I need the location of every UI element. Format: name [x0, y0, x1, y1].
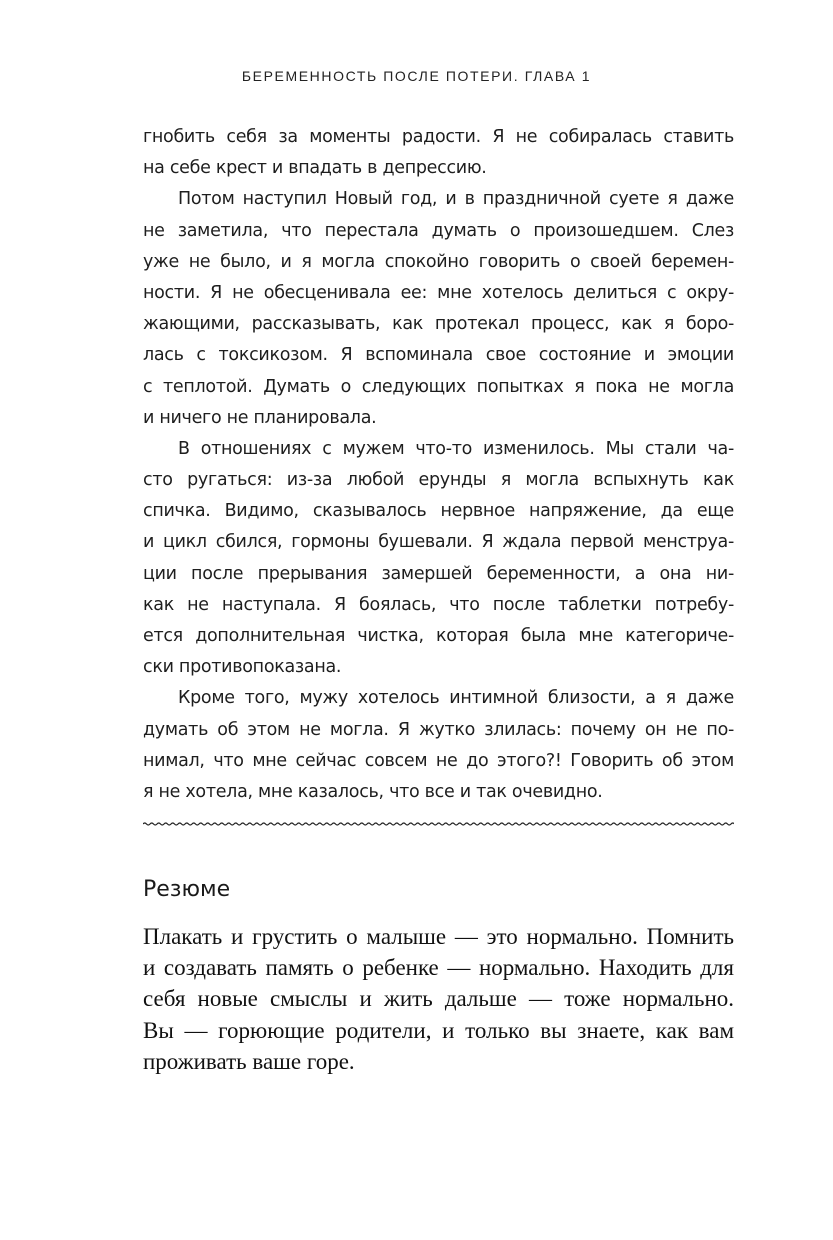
text-line: не заметила, что перестала думать о произошедшем. Слез — [143, 220, 734, 241]
text-line: ски противопоказана. — [143, 657, 342, 678]
wavy-divider — [143, 818, 734, 830]
text-line: как не наступала. Я боялась, что после таблетки потребу- — [143, 594, 734, 615]
text-line: ции после прерывания замершей беременности, а она ни- — [143, 563, 734, 584]
text-line: нимал, что мне сейчас совсем не до этого?! Говорить об этом — [143, 750, 734, 771]
summary-line: себя новые смыслы и жить дальше — тоже нормально. — [143, 986, 734, 1012]
summary-line: проживать ваше горе. — [143, 1048, 355, 1074]
summary-line: Вы — горюющие родители, и только вы знаете, как вам — [143, 1017, 734, 1043]
text-line: спичка. Видимо, сказывалось нервное напряжение, да еще — [143, 501, 734, 522]
main-text — [143, 122, 734, 808]
text-line: с теплотой. Думать о следующих попытках я пока не могла — [143, 376, 734, 397]
text-line: я не хотела, мне казалось, что все и так очевидно. — [143, 781, 603, 802]
text-line: Потом наступил Новый год, и в праздничной суете я даже — [178, 189, 734, 210]
text-line: гнобить себя за моменты радости. Я не собиралась ставить — [143, 127, 734, 147]
text-line: и цикл сбился, гормоны бушевали. Я ждала первой менструа- — [143, 532, 734, 553]
text-line: на себе крест и впадать в депрессию. — [143, 158, 487, 179]
text-line: лась с токсикозом. Я вспоминала свое состояние и эмоции — [143, 345, 734, 366]
text-line: ности. Я не обесценивала ее: мне хотелось делиться с окру- — [143, 282, 734, 303]
summary-text — [143, 921, 734, 1077]
text-line: и ничего не планировала. — [143, 407, 377, 428]
text-line: ется дополнительная чистка, которая была мне категориче- — [143, 626, 734, 646]
text-line: Кроме того, мужу хотелось интимной близости, а я даже — [178, 688, 734, 709]
running-header: БЕРЕМЕННОСТЬ ПОСЛЕ ПОТЕРИ. ГЛАВА 1 — [241, 68, 592, 84]
text-line: жающими, рассказывать, как протекал процесс, как я боро- — [143, 314, 734, 335]
summary-line: и создавать память о ребенке — нормально. Находить для — [143, 955, 734, 981]
text-line: В отношениях с мужем что-то изменилось. Мы стали ча- — [178, 438, 734, 459]
summary-line: Плакать и грустить о малыше — это нормально. Помнить — [143, 924, 734, 949]
text-line: уже не было, и я могла спокойно говорить о своей беремен- — [143, 251, 734, 272]
summary-heading: Резюме — [143, 877, 231, 902]
text-line: сто ругаться: из-за любой ерунды я могла вспыхнуть как — [143, 470, 734, 491]
text-line: думать об этом не могла. Я жутко злилась: почему он не по- — [143, 719, 734, 740]
